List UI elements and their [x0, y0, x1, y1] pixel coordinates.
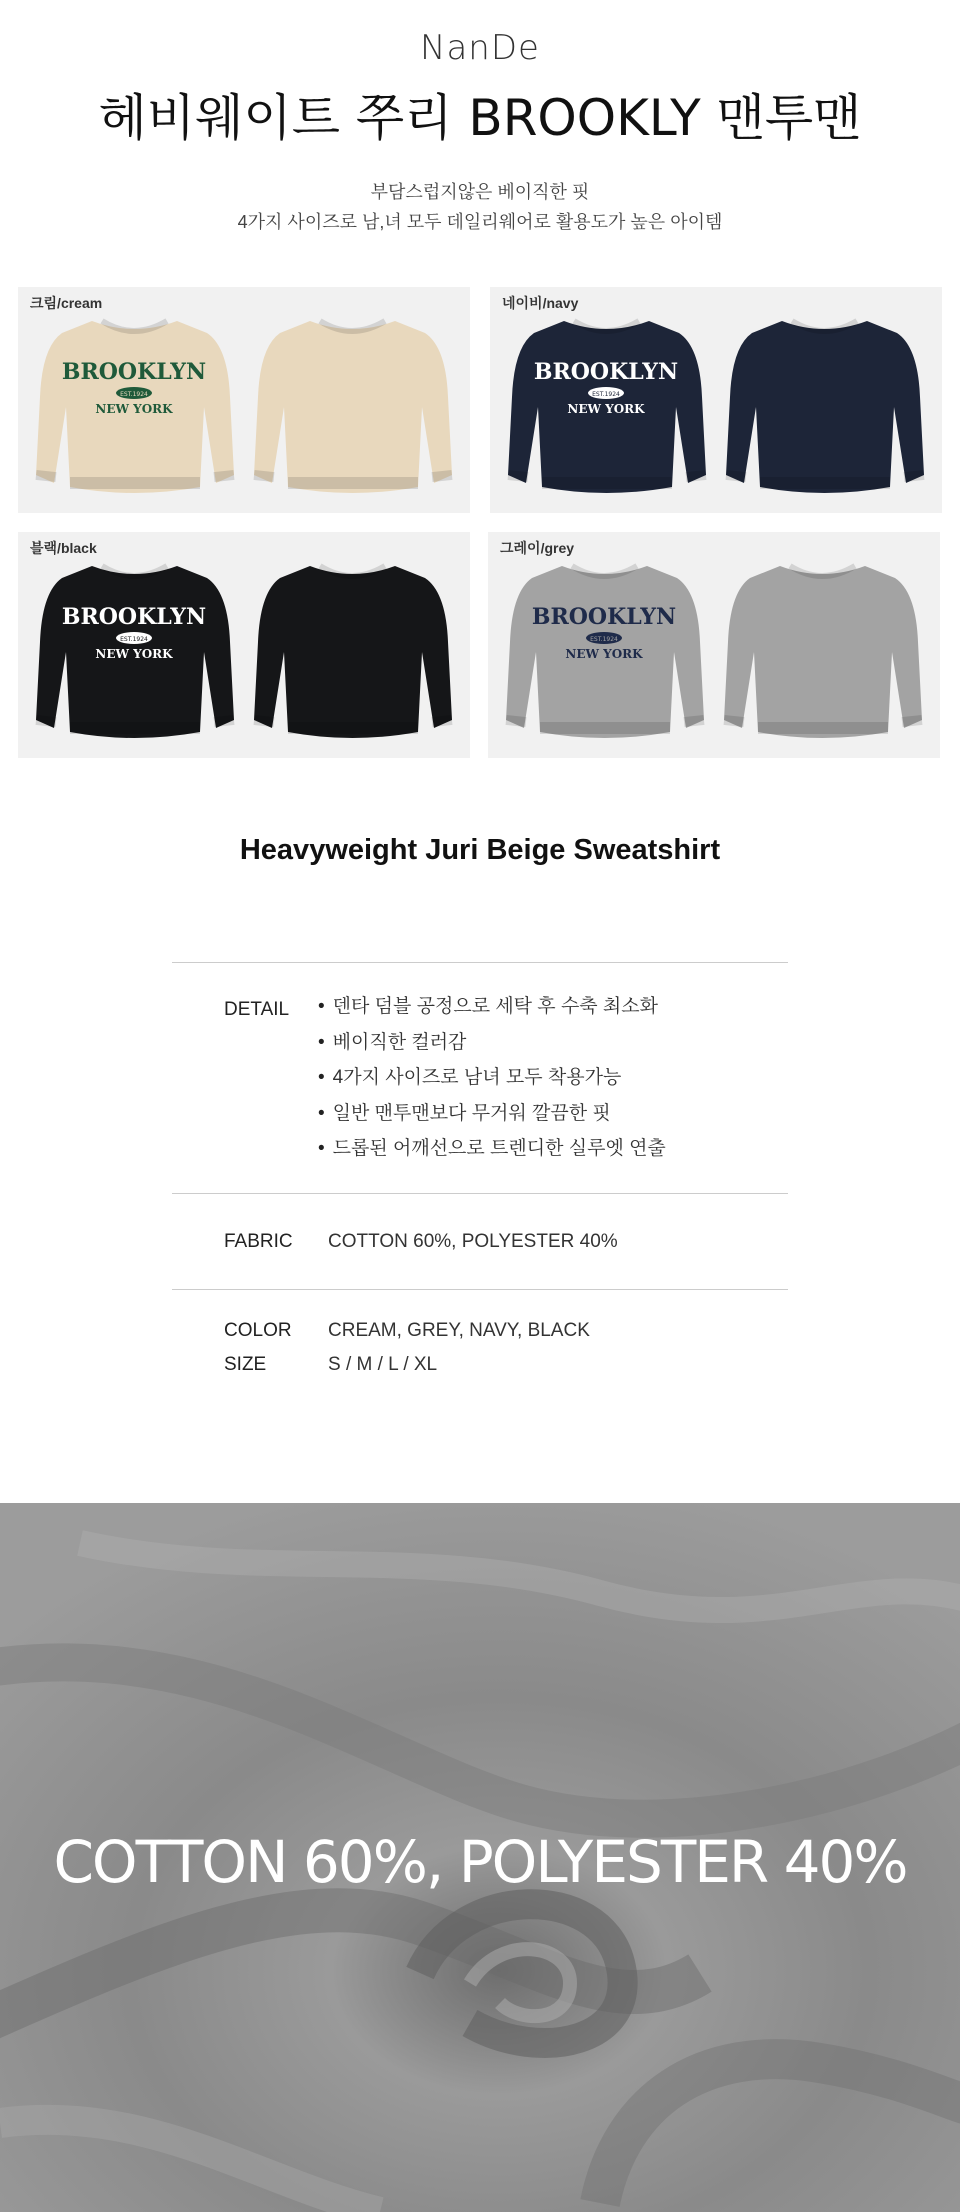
colorway-panel-cream — [18, 287, 470, 513]
detail-item: • 덴타 덤블 공정으로 세탁 후 수축 최소화 — [318, 995, 666, 1031]
svg-text:EST.1924: EST.1924 — [120, 391, 148, 398]
sweatshirt-front-image — [32, 552, 237, 752]
fabric-closeup-image — [0, 1503, 960, 2212]
color-value: CREAM, GREY, NAVY, BLACK — [328, 1320, 590, 1341]
svg-text:BROOKLYN: BROOKLYN — [61, 604, 207, 630]
product-title: Heavyweight Juri Beige Sweatshirt — [239, 834, 721, 866]
svg-text:BROOKLYN: BROOKLYN — [533, 359, 679, 385]
svg-text:EST.1924: EST.1924 — [590, 636, 618, 643]
color-label: COLOR — [224, 1320, 292, 1341]
sweatshirt-back-image — [250, 552, 455, 752]
divider — [172, 962, 788, 963]
sweatshirt-back-image — [722, 307, 927, 507]
sweatshirt-front-image — [504, 307, 709, 507]
detail-item: • 드롭된 어깨선으로 트렌디한 실루엣 연출 — [318, 1137, 666, 1173]
detail-item: • 일반 맨투맨보다 무거워 깔끔한 핏 — [318, 1102, 666, 1138]
svg-text:NEW YORK: NEW YORK — [565, 647, 643, 661]
sweatshirt-front-image — [32, 307, 237, 507]
svg-text:BROOKLYN: BROOKLYN — [531, 604, 677, 630]
sweatshirt-back-image — [720, 552, 925, 752]
detail-list — [318, 995, 666, 1173]
divider — [172, 1193, 788, 1194]
colorway-label: 크림/cream — [30, 295, 103, 311]
page-title: 헤비웨이트 쭈리 BROOKLY 맨투맨 — [98, 89, 862, 147]
colorway-label: 네이비/navy — [502, 295, 579, 311]
svg-text:BROOKLYN: BROOKLYN — [61, 359, 207, 385]
svg-text:NEW YORK: NEW YORK — [567, 402, 645, 416]
sweatshirt-front-image — [502, 552, 707, 752]
detail-item: • 베이직한 컬러감 — [318, 1031, 666, 1067]
colorway-label: 블랙/black — [30, 540, 97, 556]
fabric-caption: COTTON 60%, POLYESTER 40% — [53, 1828, 907, 1896]
colorway-panel-grey — [488, 532, 940, 758]
detail-item: • 4가지 사이즈로 남녀 모두 착용가능 — [318, 1066, 666, 1102]
divider — [172, 1289, 788, 1290]
svg-text:EST.1924: EST.1924 — [120, 636, 148, 643]
brand-name: NanDe — [420, 28, 540, 68]
colorway-panel-navy — [490, 287, 942, 513]
colorway-panel-black — [18, 532, 470, 758]
fabric-label: FABRIC — [224, 1231, 293, 1252]
size-label: SIZE — [224, 1354, 267, 1375]
size-value: S / M / L / XL — [328, 1354, 438, 1375]
detail-label: DETAIL — [224, 999, 290, 1020]
sweatshirt-back-image — [250, 307, 455, 507]
fabric-value: COTTON 60%, POLYESTER 40% — [328, 1231, 618, 1252]
subtitle-line-2: 4가지 사이즈로 남,녀 모두 데일리웨어로 활용도가 높은 아이템 — [237, 212, 723, 232]
svg-text:EST.1924: EST.1924 — [592, 391, 620, 398]
svg-text:NEW YORK: NEW YORK — [95, 647, 173, 661]
colorway-label: 그레이/grey — [500, 540, 575, 556]
subtitle-line-1: 부담스럽지않은 베이직한 핏 — [370, 182, 590, 202]
svg-text:NEW YORK: NEW YORK — [95, 402, 173, 416]
